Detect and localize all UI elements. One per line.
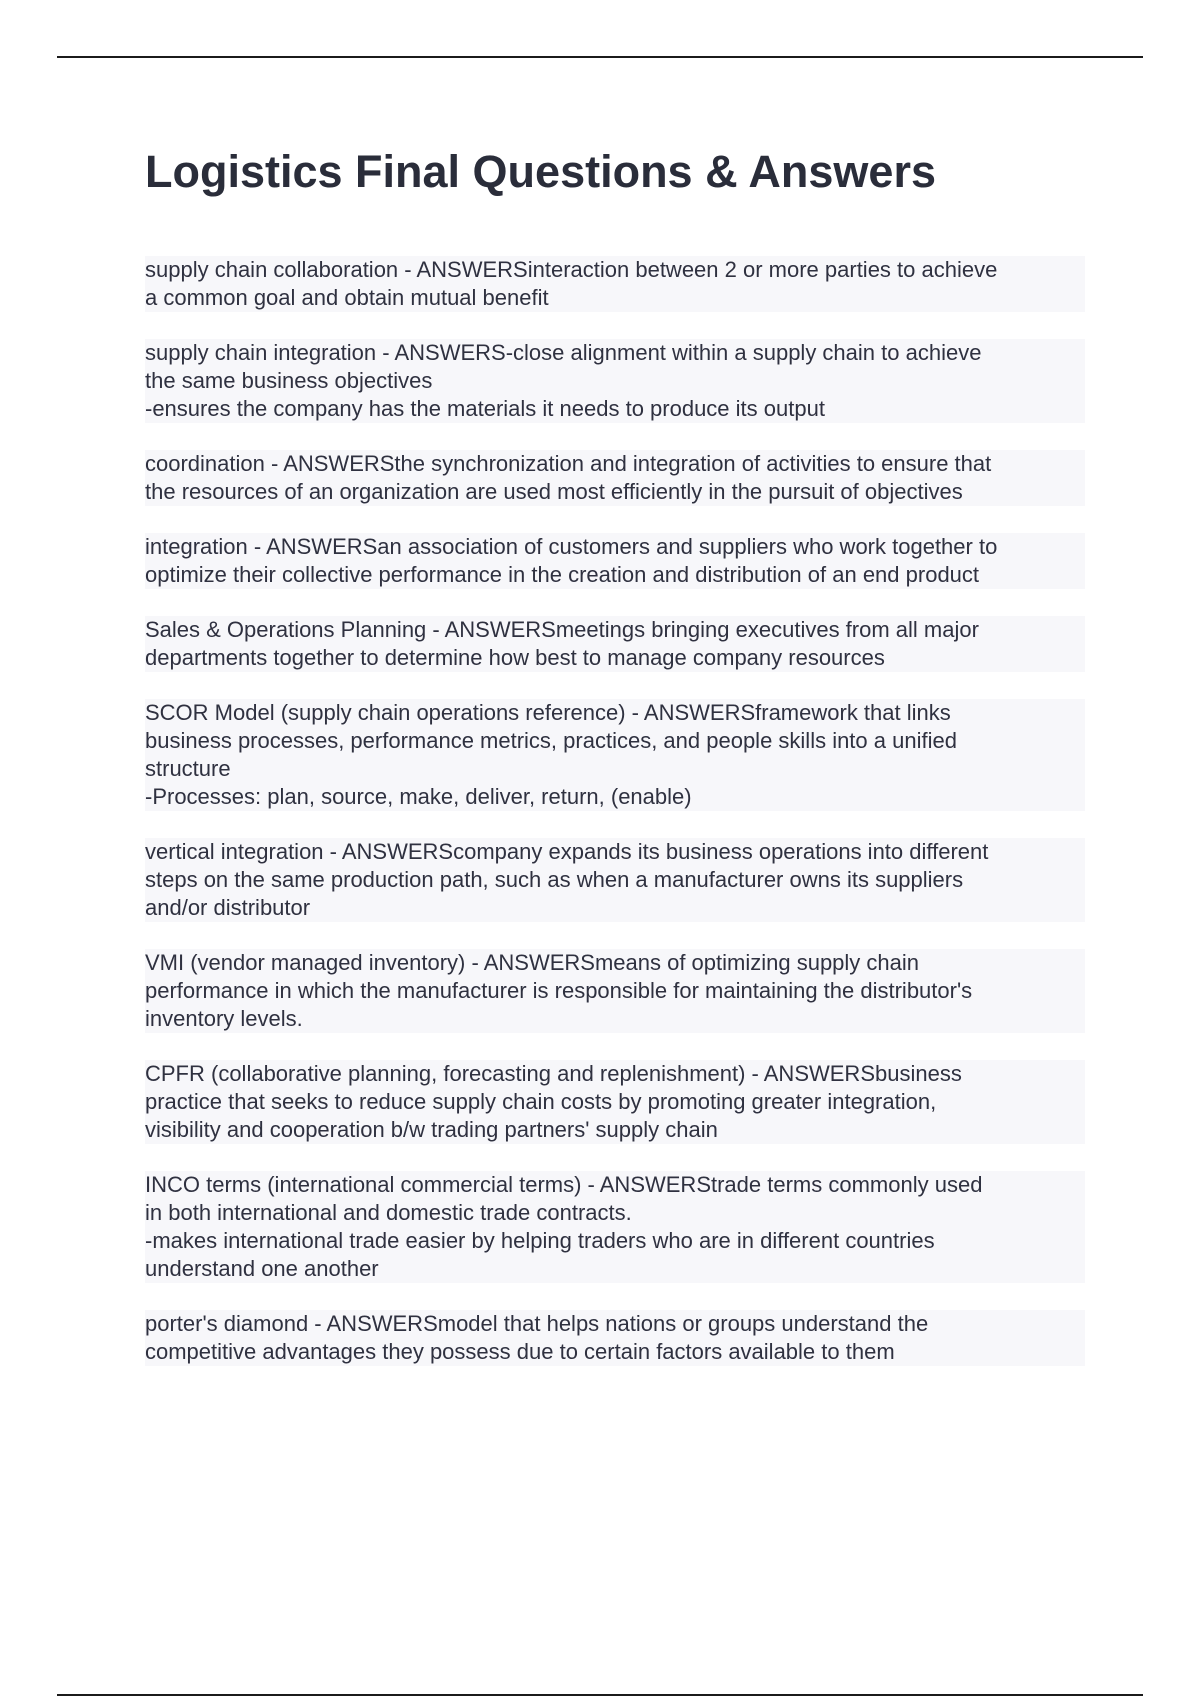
qa-line: -ensures the company has the materials it needs to produce its output [145, 396, 825, 421]
qa-line: performance in which the manufacturer is responsible for maintaining the distributor's [145, 978, 973, 1003]
qa-item [145, 256, 1085, 312]
qa-line: visibility and cooperation b/w trading partners' supply chain [145, 1117, 718, 1142]
qa-line: integration - ANSWERSan association of customers and suppliers who work together to [145, 534, 998, 559]
qa-item [145, 1060, 1085, 1144]
qa-line: structure [145, 756, 231, 781]
qa-line: a common goal and obtain mutual benefit [145, 285, 549, 310]
qa-item [145, 1310, 1085, 1366]
qa-line: Sales & Operations Planning - ANSWERSmeetings bringing executives from all major [145, 617, 979, 642]
qa-item [145, 339, 1085, 423]
qa-line: business processes, performance metrics, practices, and people skills into a unified [145, 728, 957, 753]
qa-line: VMI (vendor managed inventory) - ANSWERSmeans of optimizing supply chain [145, 950, 920, 975]
qa-item [145, 838, 1085, 922]
qa-line: vertical integration - ANSWERScompany expands its business operations into different [145, 839, 989, 864]
qa-line: -makes international trade easier by helping traders who are in different countries [145, 1228, 935, 1253]
qa-line: the resources of an organization are used most efficiently in the pursuit of objectives [145, 479, 963, 504]
top-rule [57, 56, 1143, 58]
qa-line: supply chain integration - ANSWERS-close alignment within a supply chain to achieve [145, 340, 982, 365]
qa-line: SCOR Model (supply chain operations reference) - ANSWERSframework that links [145, 700, 951, 725]
qa-item [145, 1171, 1085, 1283]
qa-line: and/or distributor [145, 895, 311, 920]
document-title: Logistics Final Questions & Answers [145, 146, 936, 197]
qa-list [145, 256, 1085, 1393]
qa-line: in both international and domestic trade contracts. [145, 1200, 632, 1225]
qa-item [145, 616, 1085, 672]
qa-line: inventory levels. [145, 1006, 303, 1031]
qa-line: steps on the same production path, such as when a manufacturer owns its suppliers [145, 867, 964, 892]
qa-line: CPFR (collaborative planning, forecasting and replenishment) - ANSWERSbusiness [145, 1061, 962, 1086]
qa-line: departments together to determine how best to manage company resources [145, 645, 885, 670]
qa-line: porter's diamond - ANSWERSmodel that helps nations or groups understand the [145, 1311, 929, 1336]
qa-line: competitive advantages they possess due to certain factors available to them [145, 1339, 895, 1364]
qa-item [145, 450, 1085, 506]
qa-line: optimize their collective performance in the creation and distribution of an end product [145, 562, 980, 587]
qa-line: understand one another [145, 1256, 379, 1281]
bottom-rule [57, 1694, 1143, 1696]
qa-line: practice that seeks to reduce supply chain costs by promoting greater integration, [145, 1089, 937, 1114]
qa-item [145, 699, 1085, 811]
qa-line: -Processes: plan, source, make, deliver, return, (enable) [145, 784, 692, 809]
qa-line: the same business objectives [145, 368, 433, 393]
qa-item [145, 533, 1085, 589]
qa-line: supply chain collaboration - ANSWERSinteraction between 2 or more parties to achieve [145, 257, 998, 282]
qa-line: coordination - ANSWERSthe synchronization and integration of activities to ensure that [145, 451, 992, 476]
qa-line: INCO terms (international commercial terms) - ANSWERStrade terms commonly used [145, 1172, 983, 1197]
qa-item [145, 949, 1085, 1033]
